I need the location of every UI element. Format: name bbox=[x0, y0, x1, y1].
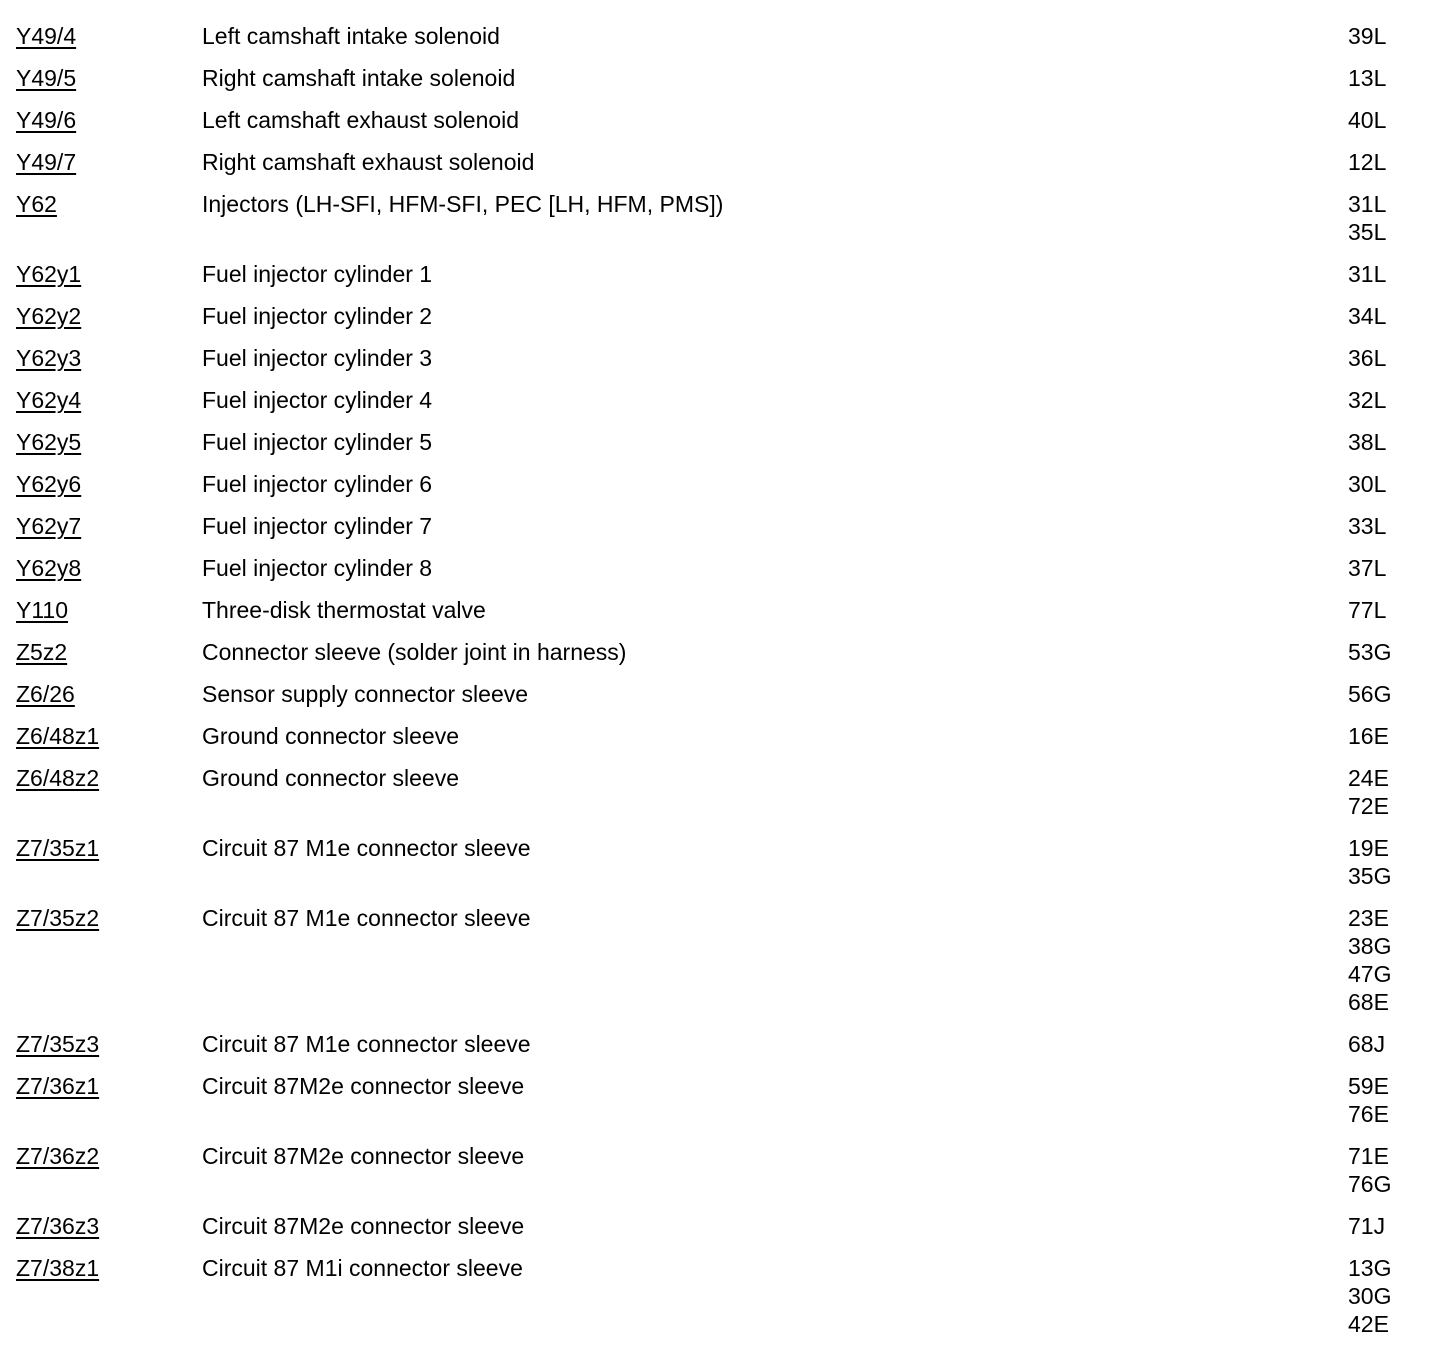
grid-location: 12L bbox=[1348, 149, 1387, 175]
grid-location: 56G bbox=[1348, 681, 1392, 707]
component-code-link[interactable]: Z7/36z2 bbox=[16, 1143, 100, 1169]
legend-row bbox=[0, 1212, 1440, 1254]
legend-row bbox=[0, 554, 1440, 596]
component-code-link[interactable]: Y62y8 bbox=[16, 555, 82, 581]
location-list bbox=[1348, 148, 1440, 176]
location-list bbox=[1348, 512, 1440, 540]
grid-location: 37L bbox=[1348, 555, 1387, 581]
legend-row bbox=[0, 638, 1440, 680]
location-list bbox=[1348, 106, 1440, 134]
legend-row bbox=[0, 834, 1440, 904]
location-list bbox=[1348, 1142, 1440, 1198]
grid-location: 16E bbox=[1348, 723, 1389, 749]
component-code-link[interactable]: Z7/36z1 bbox=[16, 1073, 100, 1099]
grid-location: 38G bbox=[1348, 933, 1392, 959]
component-description: Circuit 87M2e connector sleeve bbox=[202, 1143, 525, 1169]
grid-location: 30L bbox=[1348, 471, 1387, 497]
legend-row bbox=[0, 722, 1440, 764]
component-description: Circuit 87M2e connector sleeve bbox=[202, 1073, 525, 1099]
component-description: Circuit 87 M1e connector sleeve bbox=[202, 835, 531, 861]
grid-location: 47G bbox=[1348, 961, 1392, 987]
grid-location: 34L bbox=[1348, 303, 1387, 329]
component-description: Right camshaft exhaust solenoid bbox=[202, 149, 535, 175]
component-description: Circuit 87 M1i connector sleeve bbox=[202, 1255, 523, 1281]
legend-row bbox=[0, 302, 1440, 344]
component-code-link[interactable]: Z6/48z2 bbox=[16, 765, 100, 791]
grid-location: 30G bbox=[1348, 1283, 1392, 1309]
component-code-link[interactable]: Z6/48z1 bbox=[16, 723, 100, 749]
location-list bbox=[1348, 1254, 1440, 1338]
location-list bbox=[1348, 64, 1440, 92]
location-list bbox=[1348, 638, 1440, 666]
component-description: Fuel injector cylinder 8 bbox=[202, 555, 433, 581]
legend-row bbox=[0, 148, 1440, 190]
location-list bbox=[1348, 596, 1440, 624]
location-list bbox=[1348, 190, 1440, 246]
location-list bbox=[1348, 1030, 1440, 1058]
legend-row bbox=[0, 260, 1440, 302]
component-code-link[interactable]: Z7/35z2 bbox=[16, 905, 100, 931]
grid-location: 35L bbox=[1348, 219, 1387, 245]
grid-location: 53G bbox=[1348, 639, 1392, 665]
grid-location: 13G bbox=[1348, 1255, 1392, 1281]
component-description: Fuel injector cylinder 4 bbox=[202, 387, 433, 413]
grid-location: 24E bbox=[1348, 765, 1389, 791]
legend-row bbox=[0, 596, 1440, 638]
grid-location: 68J bbox=[1348, 1031, 1386, 1057]
component-code-link[interactable]: Y62y7 bbox=[16, 513, 82, 539]
component-description: Right camshaft intake solenoid bbox=[202, 65, 516, 91]
location-list bbox=[1348, 722, 1440, 750]
grid-location: 77L bbox=[1348, 597, 1387, 623]
component-description: Fuel injector cylinder 3 bbox=[202, 345, 433, 371]
grid-location: 72E bbox=[1348, 793, 1389, 819]
grid-location: 35G bbox=[1348, 863, 1392, 889]
component-description: Circuit 87 M1e connector sleeve bbox=[202, 905, 531, 931]
legend-row bbox=[0, 428, 1440, 470]
grid-location: 76G bbox=[1348, 1171, 1392, 1197]
location-list bbox=[1348, 1212, 1440, 1240]
component-description: Connector sleeve (solder joint in harness) bbox=[202, 639, 627, 665]
grid-location: 33L bbox=[1348, 513, 1387, 539]
grid-location: 31L bbox=[1348, 191, 1387, 217]
component-code-link[interactable]: Z7/38z1 bbox=[16, 1255, 100, 1281]
grid-location: 76E bbox=[1348, 1101, 1389, 1127]
component-code-link[interactable]: Y62y1 bbox=[16, 261, 82, 287]
grid-location: 71J bbox=[1348, 1213, 1386, 1239]
legend-row bbox=[0, 470, 1440, 512]
component-code-link[interactable]: Y49/7 bbox=[16, 149, 77, 175]
location-list bbox=[1348, 904, 1440, 1016]
component-description: Ground connector sleeve bbox=[202, 765, 459, 791]
grid-location: 13L bbox=[1348, 65, 1387, 91]
component-code-link[interactable]: Y62y2 bbox=[16, 303, 82, 329]
legend-row bbox=[0, 22, 1440, 64]
component-code-link[interactable]: Z7/35z3 bbox=[16, 1031, 100, 1057]
location-list bbox=[1348, 470, 1440, 498]
component-code-link[interactable]: Y49/4 bbox=[16, 23, 77, 49]
location-list bbox=[1348, 680, 1440, 708]
grid-location: 32L bbox=[1348, 387, 1387, 413]
grid-location: 39L bbox=[1348, 23, 1387, 49]
component-code-link[interactable]: Y62y5 bbox=[16, 429, 82, 455]
location-list bbox=[1348, 764, 1440, 820]
legend-row bbox=[0, 1030, 1440, 1072]
component-code-link[interactable]: Z6/26 bbox=[16, 681, 75, 707]
component-description: Ground connector sleeve bbox=[202, 723, 459, 749]
component-code-link[interactable]: Y62 bbox=[16, 191, 57, 217]
component-code-link[interactable]: Y49/6 bbox=[16, 107, 77, 133]
component-description: Injectors (LH-SFI, HFM-SFI, PEC [LH, HFM, PMS]) bbox=[202, 191, 724, 217]
grid-location: 38L bbox=[1348, 429, 1387, 455]
legend-row bbox=[0, 764, 1440, 834]
location-list bbox=[1348, 344, 1440, 372]
component-description: Fuel injector cylinder 5 bbox=[202, 429, 433, 455]
component-code-link[interactable]: Y62y4 bbox=[16, 387, 82, 413]
component-code-link[interactable]: Z7/35z1 bbox=[16, 835, 100, 861]
legend-row bbox=[0, 1142, 1440, 1212]
legend-row bbox=[0, 512, 1440, 554]
component-legend bbox=[0, 22, 1440, 1352]
component-description: Left camshaft exhaust solenoid bbox=[202, 107, 520, 133]
legend-row bbox=[0, 386, 1440, 428]
component-code-link[interactable]: Z7/36z3 bbox=[16, 1213, 100, 1239]
component-code-link[interactable]: Y62y3 bbox=[16, 345, 82, 371]
legend-row bbox=[0, 344, 1440, 386]
grid-location: 42E bbox=[1348, 1311, 1389, 1337]
component-code-link[interactable]: Y62y6 bbox=[16, 471, 82, 497]
location-list bbox=[1348, 554, 1440, 582]
location-list bbox=[1348, 22, 1440, 50]
legend-row bbox=[0, 190, 1440, 260]
component-code-link[interactable]: Y49/5 bbox=[16, 65, 77, 91]
location-list bbox=[1348, 386, 1440, 414]
component-description: Fuel injector cylinder 7 bbox=[202, 513, 433, 539]
legend-row bbox=[0, 1254, 1440, 1352]
component-description: Sensor supply connector sleeve bbox=[202, 681, 529, 707]
component-description: Fuel injector cylinder 6 bbox=[202, 471, 433, 497]
location-list bbox=[1348, 834, 1440, 890]
grid-location: 59E bbox=[1348, 1073, 1389, 1099]
location-list bbox=[1348, 260, 1440, 288]
component-description: Fuel injector cylinder 2 bbox=[202, 303, 433, 329]
component-description: Left camshaft intake solenoid bbox=[202, 23, 500, 49]
legend-row bbox=[0, 64, 1440, 106]
grid-location: 23E bbox=[1348, 905, 1389, 931]
component-description: Circuit 87M2e connector sleeve bbox=[202, 1213, 525, 1239]
legend-row bbox=[0, 680, 1440, 722]
location-list bbox=[1348, 1072, 1440, 1128]
grid-location: 40L bbox=[1348, 107, 1387, 133]
component-description: Fuel injector cylinder 1 bbox=[202, 261, 433, 287]
legend-row bbox=[0, 106, 1440, 148]
grid-location: 36L bbox=[1348, 345, 1387, 371]
location-list bbox=[1348, 302, 1440, 330]
component-code-link[interactable]: Z5z2 bbox=[16, 639, 68, 665]
legend-row bbox=[0, 904, 1440, 1030]
location-list bbox=[1348, 428, 1440, 456]
component-description: Three-disk thermostat valve bbox=[202, 597, 486, 623]
legend-row bbox=[0, 1072, 1440, 1142]
grid-location: 31L bbox=[1348, 261, 1387, 287]
grid-location: 19E bbox=[1348, 835, 1389, 861]
component-code-link[interactable]: Y110 bbox=[16, 597, 69, 623]
component-description: Circuit 87 M1e connector sleeve bbox=[202, 1031, 531, 1057]
grid-location: 68E bbox=[1348, 989, 1389, 1015]
grid-location: 71E bbox=[1348, 1143, 1389, 1169]
